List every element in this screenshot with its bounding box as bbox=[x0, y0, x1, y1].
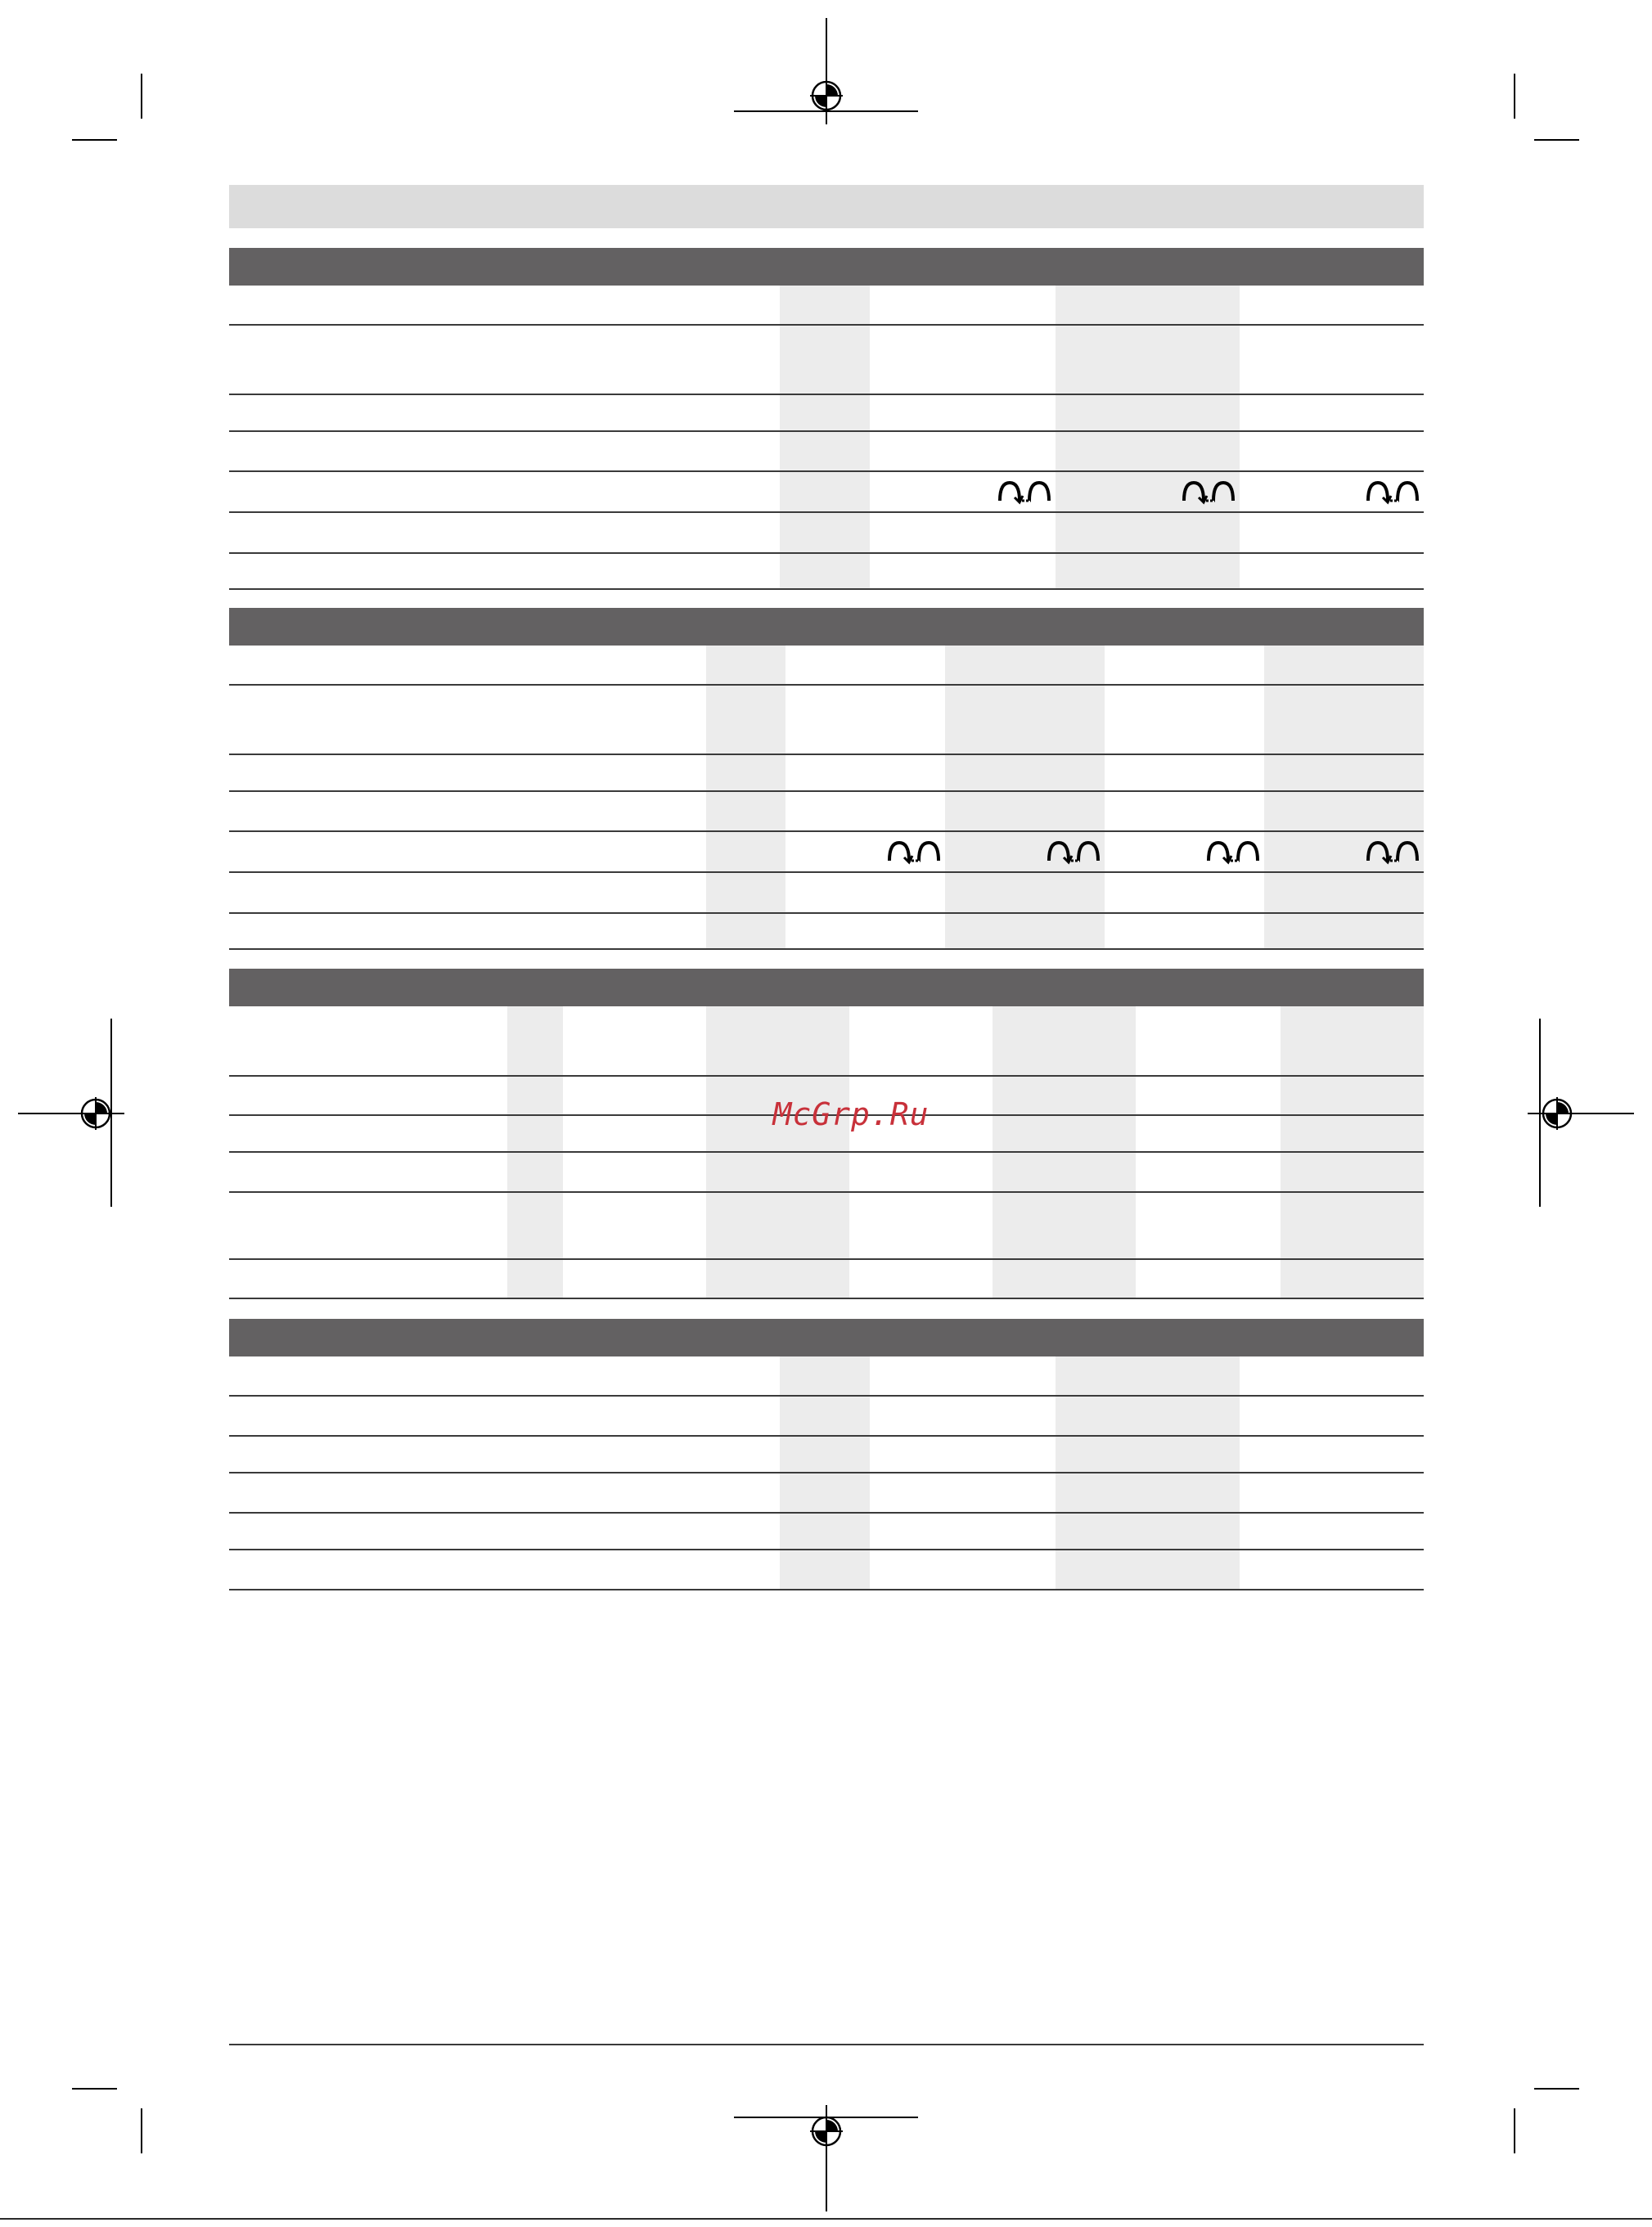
registration-crosshair-icon bbox=[810, 79, 843, 112]
row-divider bbox=[229, 1298, 1424, 1299]
row-divider bbox=[229, 324, 1424, 326]
row-divider bbox=[229, 1435, 1424, 1437]
column-shade bbox=[507, 1006, 563, 1299]
table-header-bar bbox=[229, 608, 1424, 646]
table-header-bar bbox=[229, 969, 1424, 1006]
row-divider bbox=[229, 684, 1424, 686]
double-arrow-rotation-icon bbox=[1046, 838, 1101, 866]
double-arrow-rotation-icon bbox=[1205, 838, 1261, 866]
column-shade bbox=[1056, 1356, 1240, 1590]
double-arrow-rotation-icon bbox=[1365, 478, 1420, 506]
crop-mark-top-left-horizontal bbox=[72, 139, 117, 141]
footer-rule bbox=[229, 2044, 1424, 2045]
spec-table-1 bbox=[229, 248, 1424, 590]
spec-table-2 bbox=[229, 608, 1424, 950]
column-shade bbox=[1056, 286, 1240, 590]
bottom-edge-strip bbox=[0, 2218, 1652, 2220]
row-divider bbox=[229, 1512, 1424, 1514]
row-divider bbox=[229, 754, 1424, 755]
spec-table-4 bbox=[229, 1319, 1424, 1590]
spec-table-3 bbox=[229, 969, 1424, 1299]
column-shade bbox=[706, 646, 785, 950]
row-divider bbox=[229, 1258, 1424, 1260]
row-divider bbox=[229, 1472, 1424, 1473]
registration-crosshair-icon bbox=[1541, 1097, 1573, 1130]
registration-crosshair-icon bbox=[810, 2115, 843, 2148]
table-header-bar bbox=[229, 1319, 1424, 1356]
row-divider bbox=[229, 912, 1424, 914]
crop-mark-bottom-right-horizontal bbox=[1534, 2088, 1579, 2090]
row-divider bbox=[229, 430, 1424, 432]
row-divider bbox=[229, 948, 1424, 950]
crop-mark-bottom-right-vertical bbox=[1514, 2108, 1515, 2153]
column-shade bbox=[1264, 646, 1424, 950]
column-shade bbox=[780, 1356, 870, 1590]
page-title-bar bbox=[229, 185, 1424, 228]
crop-mark-top-right-horizontal bbox=[1534, 139, 1579, 141]
crop-mark-top-left-vertical bbox=[141, 74, 142, 119]
row-divider bbox=[229, 1075, 1424, 1077]
row-divider bbox=[229, 470, 1424, 472]
double-arrow-rotation-icon bbox=[886, 838, 942, 866]
double-arrow-rotation-icon bbox=[1181, 478, 1236, 506]
crop-mark-top-right-vertical bbox=[1514, 74, 1515, 119]
row-divider bbox=[229, 871, 1424, 873]
row-divider bbox=[229, 394, 1424, 395]
double-arrow-rotation-icon bbox=[997, 478, 1052, 506]
row-divider bbox=[229, 1395, 1424, 1397]
crop-mark-bottom-left-horizontal bbox=[72, 2088, 117, 2090]
registration-crosshair-icon bbox=[79, 1097, 112, 1130]
row-divider bbox=[229, 1589, 1424, 1590]
row-divider bbox=[229, 1191, 1424, 1193]
row-divider bbox=[229, 552, 1424, 554]
column-shade bbox=[945, 646, 1105, 950]
row-divider bbox=[229, 1549, 1424, 1550]
row-divider bbox=[229, 588, 1424, 590]
column-shade bbox=[706, 1006, 849, 1299]
crop-mark-bottom-left-vertical bbox=[141, 2108, 142, 2153]
row-divider bbox=[229, 830, 1424, 832]
table-header-bar bbox=[229, 248, 1424, 286]
double-arrow-rotation-icon bbox=[1365, 838, 1420, 866]
row-divider bbox=[229, 790, 1424, 792]
watermark: McGrp.Ru bbox=[772, 1096, 930, 1132]
row-divider bbox=[229, 511, 1424, 513]
column-shade bbox=[993, 1006, 1136, 1299]
column-shade bbox=[780, 286, 870, 590]
row-divider bbox=[229, 1151, 1424, 1153]
column-shade bbox=[1281, 1006, 1424, 1299]
